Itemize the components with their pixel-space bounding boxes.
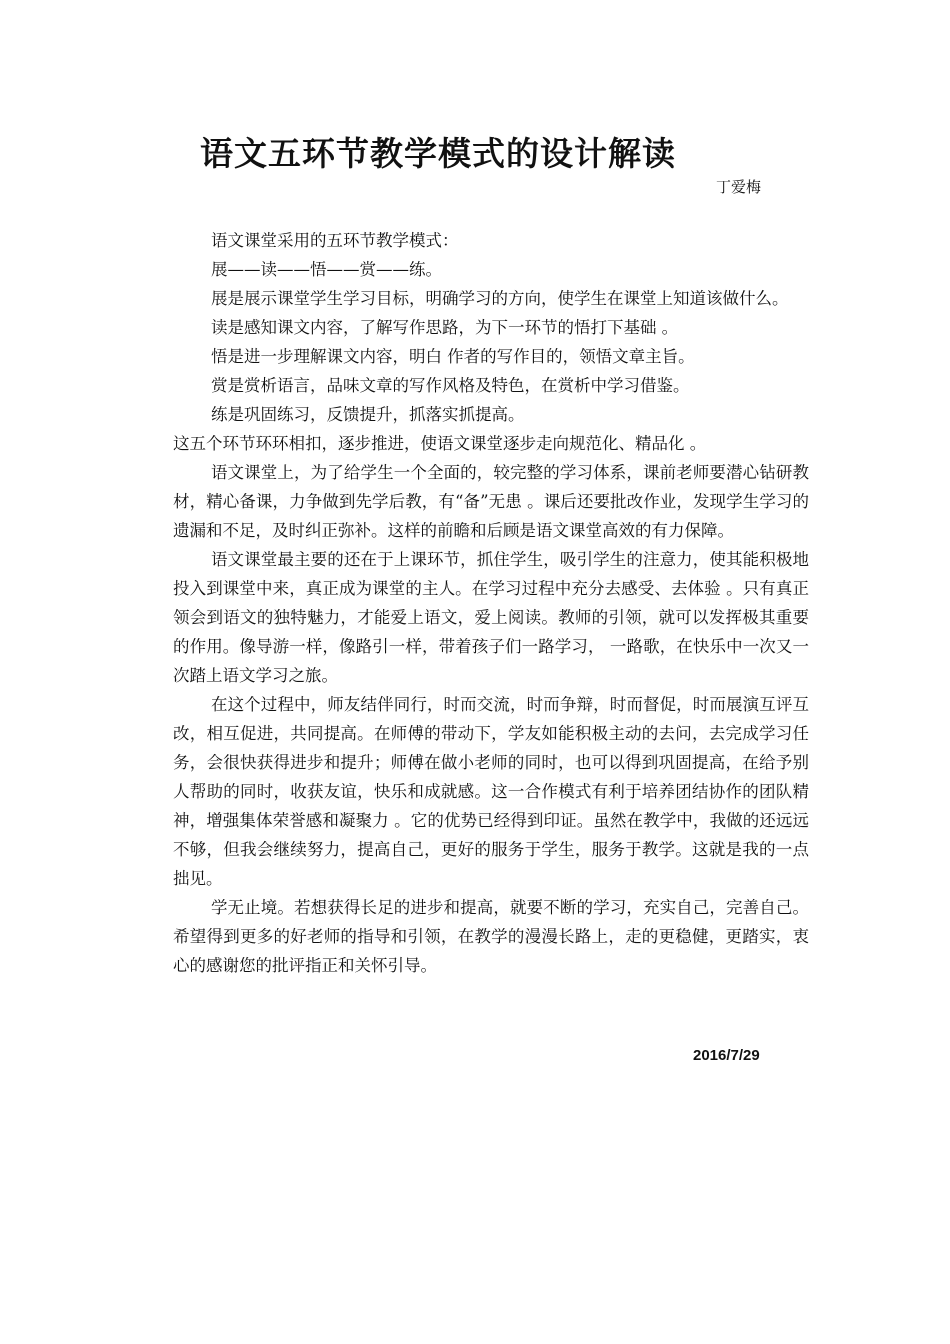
paragraph-wu: 悟是进一步理解课文内容，明白 作者的写作目的，领悟文章主旨。	[210, 347, 695, 366]
paragraph-shang: 赏是赏析语言，品味文章的写作风格及特色，在赏析中学习借鉴。	[210, 376, 690, 395]
paragraph-classroom: 语文课堂最主要的还在于上课环节，抓住学生，吸引学生的注意力，使其能积极地投入到课堂中来，真正成为课堂的主人。在学习过程中充分去感受、去体验 。只有真正领会到语文的独特魅力，才能爱上语文，爱上阅读。教师的引领，就可以发挥极其重要的作用。像导游一样，像路引一样，带着孩子们一路学习， 一路歌，在快乐中一次又一次踏上语文学习之旅。	[173, 550, 809, 685]
paragraph-zhan: 展是展示课堂学生学习目标，明确学习的方向，使学生在课堂上知道该做什么。	[210, 289, 789, 308]
document-title: 语文五环节教学模式的设计解读	[200, 134, 676, 173]
paragraph-steps: 展——读——悟——赏——练。	[210, 260, 442, 279]
author-name: 丁爱梅	[716, 178, 762, 196]
paragraph-summary: 这五个环节环环相扣，逐步推进，使语文课堂逐步走向规范化、精品化 。	[173, 434, 707, 453]
paragraph-cooperation: 在这个过程中，师友结伴同行，时而交流，时而争辩，时而督促，时而展演互评互改，相互促进，共同提高。在师傅的带动下，学友如能积极主动的去问，去完成学习任务，会很快获得进步和提升；师傅在做小老师的同时，也可以得到巩固提高，在给予别人帮助的同时，收获友谊，快乐和成就感。这一合作模式有利于培养团结协作的团队精神，增强集体荣誉感和凝聚力 。它的优势已经得到印证。虽然在教学中，我做的还远远不够，但我会继续努力，提高自己，更好的服务于学生，服务于教学。这就是我的一点拙见。	[173, 695, 809, 888]
paragraph-conclusion: 学无止境。若想获得长足的进步和提高，就要不断的学习，充实自己，完善自己。希望得到更多的好老师的指导和引领，在教学的漫漫长路上，走的更稳健，更踏实，衷心的感谢您的批评指正和关怀引导。	[173, 898, 809, 975]
document-date: 2016/7/29	[693, 1047, 760, 1064]
paragraph-du: 读是感知课文内容，了解写作思路，为下一环节的悟打下基础 。	[210, 318, 679, 337]
paragraph-preparation: 语文课堂上，为了给学生一个全面的，较完整的学习体系，课前老师要潜心钻研教材，精心备课，力争做到先学后教，有“备”无患 。课后还要批改作业，发现学生学习的遗漏和不足，及时纠正弥补。这样的前瞻和后顾是语文课堂高效的有力保障。	[173, 463, 809, 540]
paragraph-intro: 语文课堂采用的五环节教学模式：	[210, 231, 459, 250]
paragraph-lian: 练是巩固练习，反馈提升，抓落实抓提高。	[210, 405, 525, 424]
document-body	[173, 226, 809, 980]
